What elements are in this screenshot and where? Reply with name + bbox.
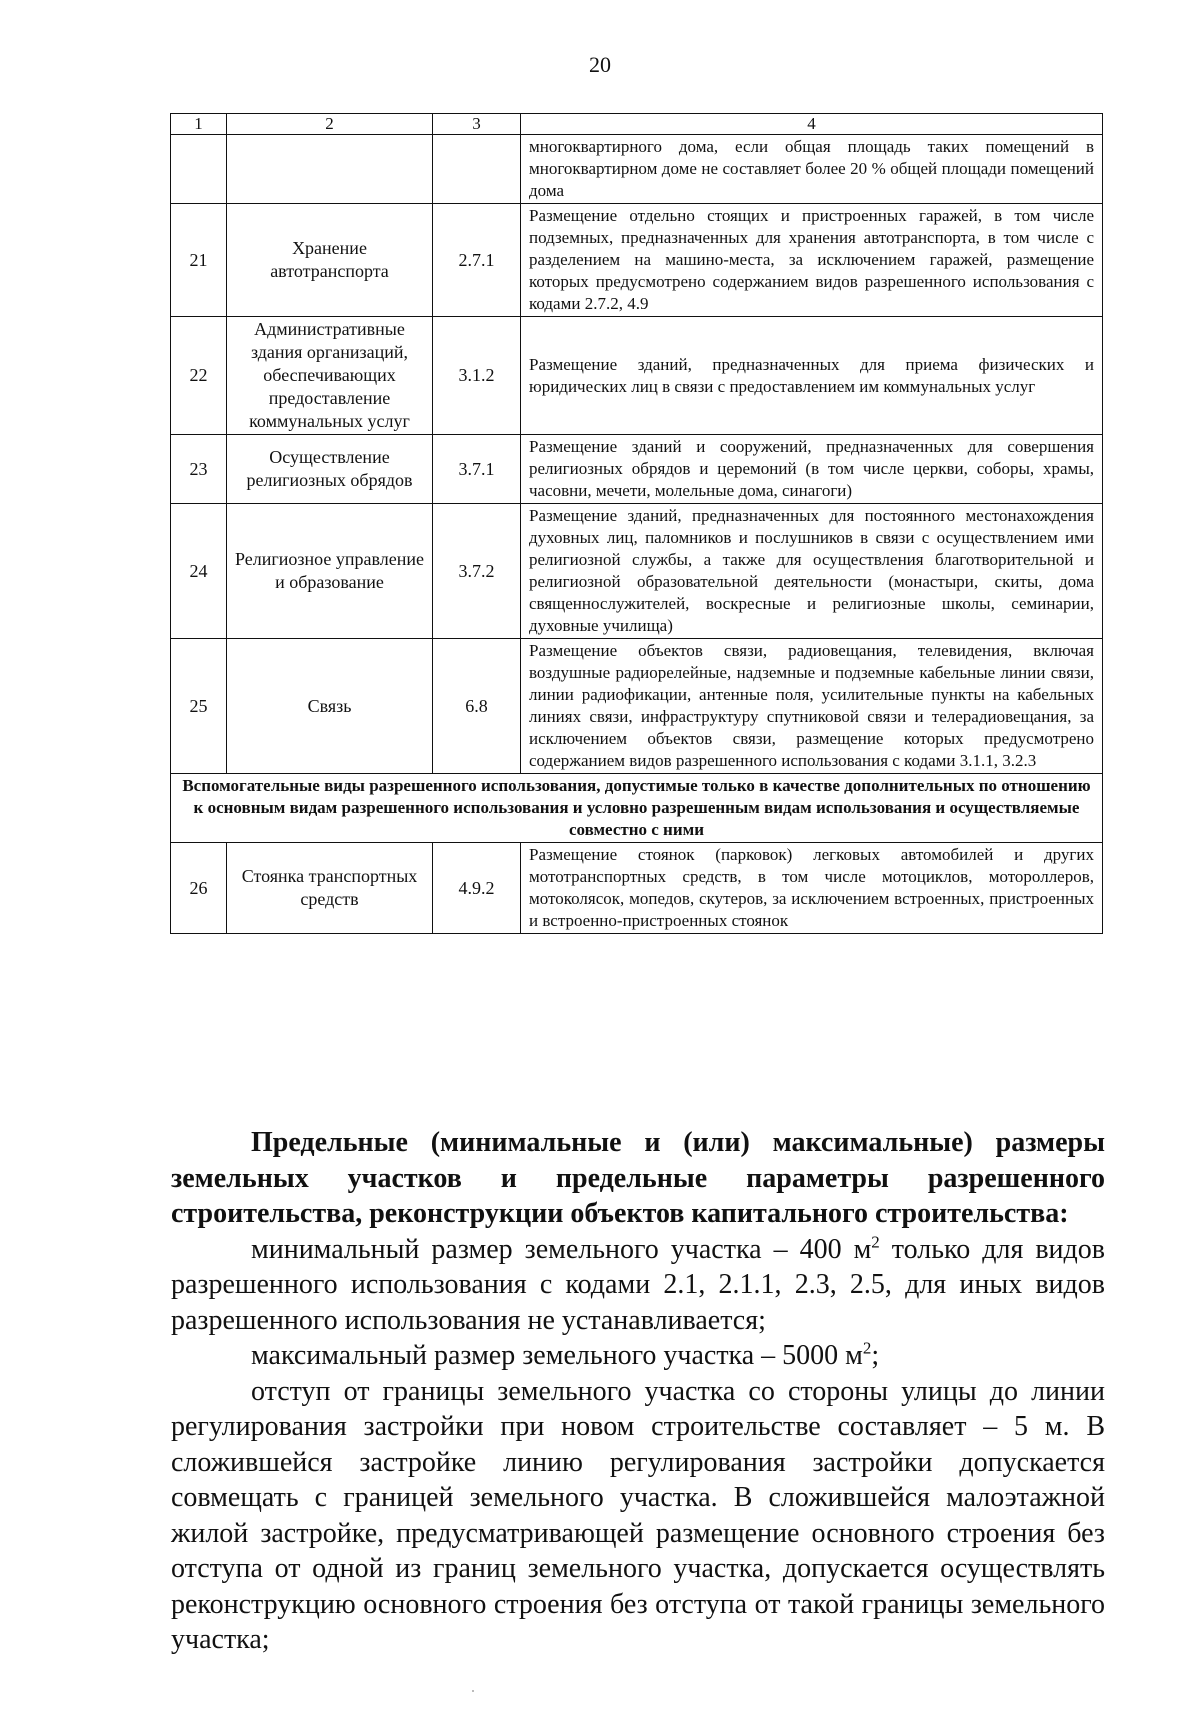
row-use-name: Административные здания организаций, обеспечивающих предоставление коммунальных услуг <box>227 317 433 435</box>
table-row <box>171 843 1103 934</box>
col-header-2: 2 <box>227 114 433 135</box>
table-row <box>171 435 1103 504</box>
row-description: многоквартирного дома, если общая площадь таких помещений в многоквартирном доме не составляет более 20 % общей площади помещений дома <box>521 135 1103 204</box>
parameters-text <box>171 1125 1105 1658</box>
row-code: 6.8 <box>433 639 521 774</box>
table-header-row <box>171 114 1103 135</box>
row-code: 3.7.1 <box>433 435 521 504</box>
row-number: 26 <box>171 843 227 934</box>
row-code: 2.7.1 <box>433 204 521 317</box>
row-description: Размещение зданий, предназначенных для постоянного местонахождения духовных лиц, паломников и послушников в связи с осуществлением ими религиозной службы, а также для осуществления благотворительной и религиозной образовательной деятельности (монастыри, скиты, дома священнослужителей, воскресные и религиозные школы, семинарии, духовные училища) <box>521 504 1103 639</box>
row-number: 21 <box>171 204 227 317</box>
row-code: 3.1.2 <box>433 317 521 435</box>
row-use-name: Стоянка транспортных средств <box>227 843 433 934</box>
table-row <box>171 639 1103 774</box>
row-description: Размещение зданий и сооружений, предназначенных для совершения религиозных обрядов и церемоний (в том числе церкви, соборы, храмы, часовни, мечети, молельные дома, синагоги) <box>521 435 1103 504</box>
table-row-continued <box>171 135 1103 204</box>
col-header-4: 4 <box>521 114 1103 135</box>
page-number: 20 <box>589 52 611 77</box>
row-number: 23 <box>171 435 227 504</box>
row-description: Размещение зданий, предназначенных для приема физических и юридических лиц в связи с предоставлением им коммунальных услуг <box>521 317 1103 435</box>
row-number: 22 <box>171 317 227 435</box>
auxiliary-uses-heading: Вспомогательные виды разрешенного использования, допустимые только в качестве дополнительных по отношению к основным видам разрешенного использования и условно разрешенным видам использования и осуществляемые совместно с ними <box>171 774 1103 843</box>
table-row <box>171 317 1103 435</box>
row-description: Размещение объектов связи, радиовещания, телевидения, включая воздушные радиорелейные, надземные и подземные кабельные линии связи, линии радиофикации, антенные поля, усилительные пункты на кабельных линиях связи, инфраструктуру спутниковой связи и телерадиовещания, за исключением объектов связи, размещение которых предусмотрено содержанием видов разрешенного использования с кодами 3.1.1, 3.2.3 <box>521 639 1103 774</box>
row-code: 4.9.2 <box>433 843 521 934</box>
col-header-1: 1 <box>171 114 227 135</box>
row-code: 3.7.2 <box>433 504 521 639</box>
scan-speck <box>472 1690 474 1692</box>
row-use-name: Хранение автотранспорта <box>227 204 433 317</box>
row-description: Размещение отдельно стоящих и пристроенных гаражей, в том числе подземных, предназначенных для хранения автотранспорта, в том числе с разделением на машино-места, за исключением гаражей, размещение которых предусмотрено содержанием видов разрешенного использования с кодами 2.7.2, 4.9 <box>521 204 1103 317</box>
row-number: 25 <box>171 639 227 774</box>
setback-paragraph: отступ от границы земельного участка со стороны улицы до линии регулирования застройки при новом строительстве составляет – 5 м. В сложившейся застройке линию регулирования застройки допускается совмещать с границей земельного участка. В сложившейся малоэтажной жилой застройке, предусматривающей размещение основного строения без отступа от одной из границ земельного участка, допускается осуществлять реконструкцию основного строения без отступа от такой границы земельного участка; <box>171 1375 1105 1655</box>
parameters-heading: Предельные (минимальные и (или) максимальные) размеры земельных участков и предельные параметры разрешенного строительства, реконструкции объектов капитального строительства: <box>171 1127 1105 1229</box>
col-header-3: 3 <box>433 114 521 135</box>
min-plot-size-paragraph: минимальный размер земельного участка – 400 $м^2$ только для видов разрешенного использования с кодами 2.1, 2.1.1, 2.3, 2.5, для иных видов разрешенного использования не устанавливается; <box>171 1232 1105 1336</box>
section-header-row <box>171 774 1103 843</box>
table-row <box>171 204 1103 317</box>
row-number: 24 <box>171 504 227 639</box>
land-use-table <box>170 113 1103 934</box>
row-use-name: Осуществление религиозных обрядов <box>227 435 433 504</box>
row-use-name: Связь <box>227 639 433 774</box>
table-row <box>171 504 1103 639</box>
row-description: Размещение стоянок (парковок) легковых автомобилей и других мототранспортных средств, в том числе мотоциклов, мотороллеров, мотоколясок, мопедов, скутеров, за исключением встроенных, пристроенных и встроенно-пристроенных стоянок <box>521 843 1103 934</box>
row-use-name: Религиозное управление и образование <box>227 504 433 639</box>
max-plot-size-paragraph: максимальный размер земельного участка – 5000 $м^2$; <box>251 1338 880 1371</box>
